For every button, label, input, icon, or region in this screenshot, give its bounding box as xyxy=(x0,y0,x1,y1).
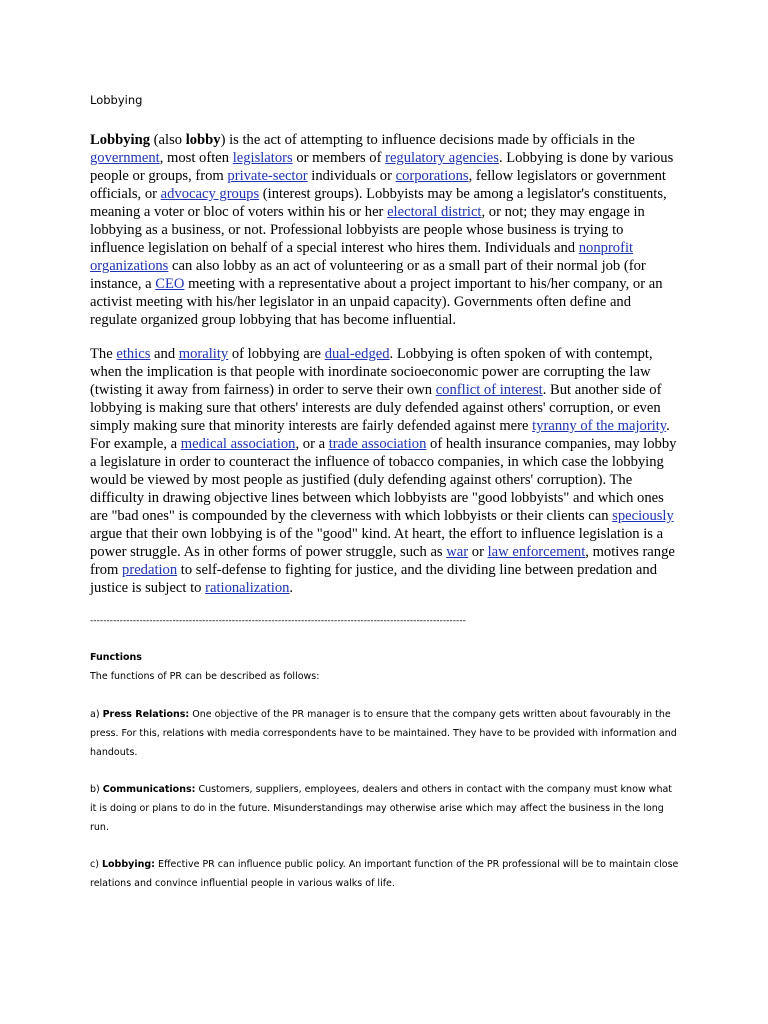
link-tyranny-of-the-majority[interactable]: tyranny of the majority xyxy=(532,418,667,434)
paragraph-intro xyxy=(90,131,680,329)
text-span: , most often xyxy=(159,150,233,166)
term-lobbying: Lobbying xyxy=(90,132,151,148)
link-advocacy-groups[interactable]: advocacy groups xyxy=(160,186,260,202)
document-title: Lobbying xyxy=(90,93,143,107)
link-rationalization[interactable]: rationalization xyxy=(205,580,290,596)
link-corporations[interactable]: corporations xyxy=(395,168,469,184)
text-span: . xyxy=(289,580,294,596)
item-prefix: c) xyxy=(90,859,102,870)
item-label: Press Relations: xyxy=(102,709,190,720)
text-span: or xyxy=(468,544,488,560)
text-span: . But another side of lobbying is making sure that others' interests are duly defended against others' corruption, or even simply making sure that minority interests are fairly defended against mere xyxy=(90,382,662,434)
functions-intro: The functions of PR can be described as follows: xyxy=(90,671,320,682)
link-conflict-of-interest[interactable]: conflict of interest xyxy=(435,382,543,398)
link-electoral-district[interactable]: electoral district xyxy=(387,204,482,220)
text-span: , or not; they may engage in lobbying as a business, or not. Professional lobbyists are people whose business is trying to influence legislation on behalf of a special interest who hires them. Individuals and xyxy=(90,204,645,256)
text-span: of lobbying are xyxy=(228,346,325,362)
text-span: . Lobbying is done by various people or groups, from xyxy=(90,150,674,184)
text-span: can also lobby as an act of volunteering or as a small part of their normal job (for instance, a xyxy=(90,258,646,292)
link-nonprofit-organizations[interactable]: nonprofit organizations xyxy=(90,240,634,274)
text-span: (also xyxy=(150,132,186,148)
item-text: Effective PR can influence public policy. An important function of the PR professional will be to maintain close relations and convince influential people in various walks of life. xyxy=(90,859,679,889)
text-span: , or a xyxy=(295,436,329,452)
link-trade-association[interactable]: trade association xyxy=(328,436,427,452)
item-text: One objective of the PR manager is to ensure that the company gets written about favourably in the press. For this, relations with media correspondents have to be maintained. They have to be provided with information and handouts. xyxy=(90,709,677,758)
link-legislators[interactable]: legislators xyxy=(232,150,293,166)
text-span: ) is the act of attempting to influence decisions made by officials in the xyxy=(220,132,635,148)
link-speciously[interactable]: speciously xyxy=(612,508,674,524)
text-span: meeting with a representative about a project important to his/her company, or an activist meeting with his/her legislator in an unpaid capacity). Governments often define and regulate organized group lobbying that has become influential. xyxy=(90,276,663,328)
text-span: (interest groups). Lobbyists may be among a legislator's constituents, meaning a voter or bloc of voters within his or her xyxy=(90,186,667,220)
function-item-communications xyxy=(90,780,680,837)
text-span: to self-defense to fighting for justice, and the dividing line between predation and justice is subject to xyxy=(90,562,657,596)
dashed-separator: ------------------------------------------------------------------------------------------------------------------ xyxy=(90,616,466,626)
link-private-sector[interactable]: private-sector xyxy=(227,168,308,184)
item-text: Customers, suppliers, employees, dealers and others in contact with the company must know what it is doing or plans to do in the future. Misunderstandings may otherwise arise which may affect the business in the long run. xyxy=(90,784,673,833)
link-medical-association[interactable]: medical association xyxy=(180,436,296,452)
text-span: The xyxy=(90,346,117,362)
item-prefix: b) xyxy=(90,784,103,795)
link-war[interactable]: war xyxy=(446,544,469,560)
text-span: . For example, a xyxy=(90,418,670,452)
text-span: , fellow legislators or government officials, or xyxy=(90,168,666,202)
item-label: Lobbying: xyxy=(101,859,155,870)
link-government[interactable]: government xyxy=(90,150,160,166)
text-span: , motives range from xyxy=(90,544,675,578)
text-span: or members of xyxy=(292,150,386,166)
text-span: of health insurance companies, may lobby a legislature in order to counteract the influence of tobacco companies, in which case the lobbying would be viewed by most people as justified (duly defending against others' corruption). The difficulty in drawing objective lines between which lobbyists are "good lobbyists" and which ones are "bad ones" is compounded by the cleverness with which lobbyists or their clients can xyxy=(90,436,677,524)
term-lobby: lobby xyxy=(185,132,221,148)
link-ethics[interactable]: ethics xyxy=(116,346,151,362)
item-label: Communications: xyxy=(102,784,196,795)
link-morality[interactable]: morality xyxy=(178,346,229,362)
text-span: argue that their own lobbying is of the "good" kind. At heart, the effort to influence legislation is a power struggle. As in other forms of power struggle, such as xyxy=(90,526,664,560)
link-dual-edged[interactable]: dual-edged xyxy=(324,346,390,362)
functions-heading: Functions xyxy=(90,652,142,663)
function-item-lobbying xyxy=(90,855,680,893)
link-ceo[interactable]: CEO xyxy=(155,276,185,292)
text-span: individuals or xyxy=(307,168,396,184)
link-law-enforcement[interactable]: law enforcement xyxy=(487,544,586,560)
paragraph-ethics xyxy=(90,345,680,597)
function-item-press-relations xyxy=(90,705,680,762)
link-predation[interactable]: predation xyxy=(122,562,178,578)
text-span: and xyxy=(150,346,179,362)
item-prefix: a) xyxy=(90,709,103,720)
link-regulatory-agencies[interactable]: regulatory agencies xyxy=(385,150,499,166)
text-span: . Lobbying is often spoken of with contempt, when the implication is that people with inordinate socioeconomic power are corrupting the law (twisting it away from fairness) in order to serve their own xyxy=(90,346,653,398)
